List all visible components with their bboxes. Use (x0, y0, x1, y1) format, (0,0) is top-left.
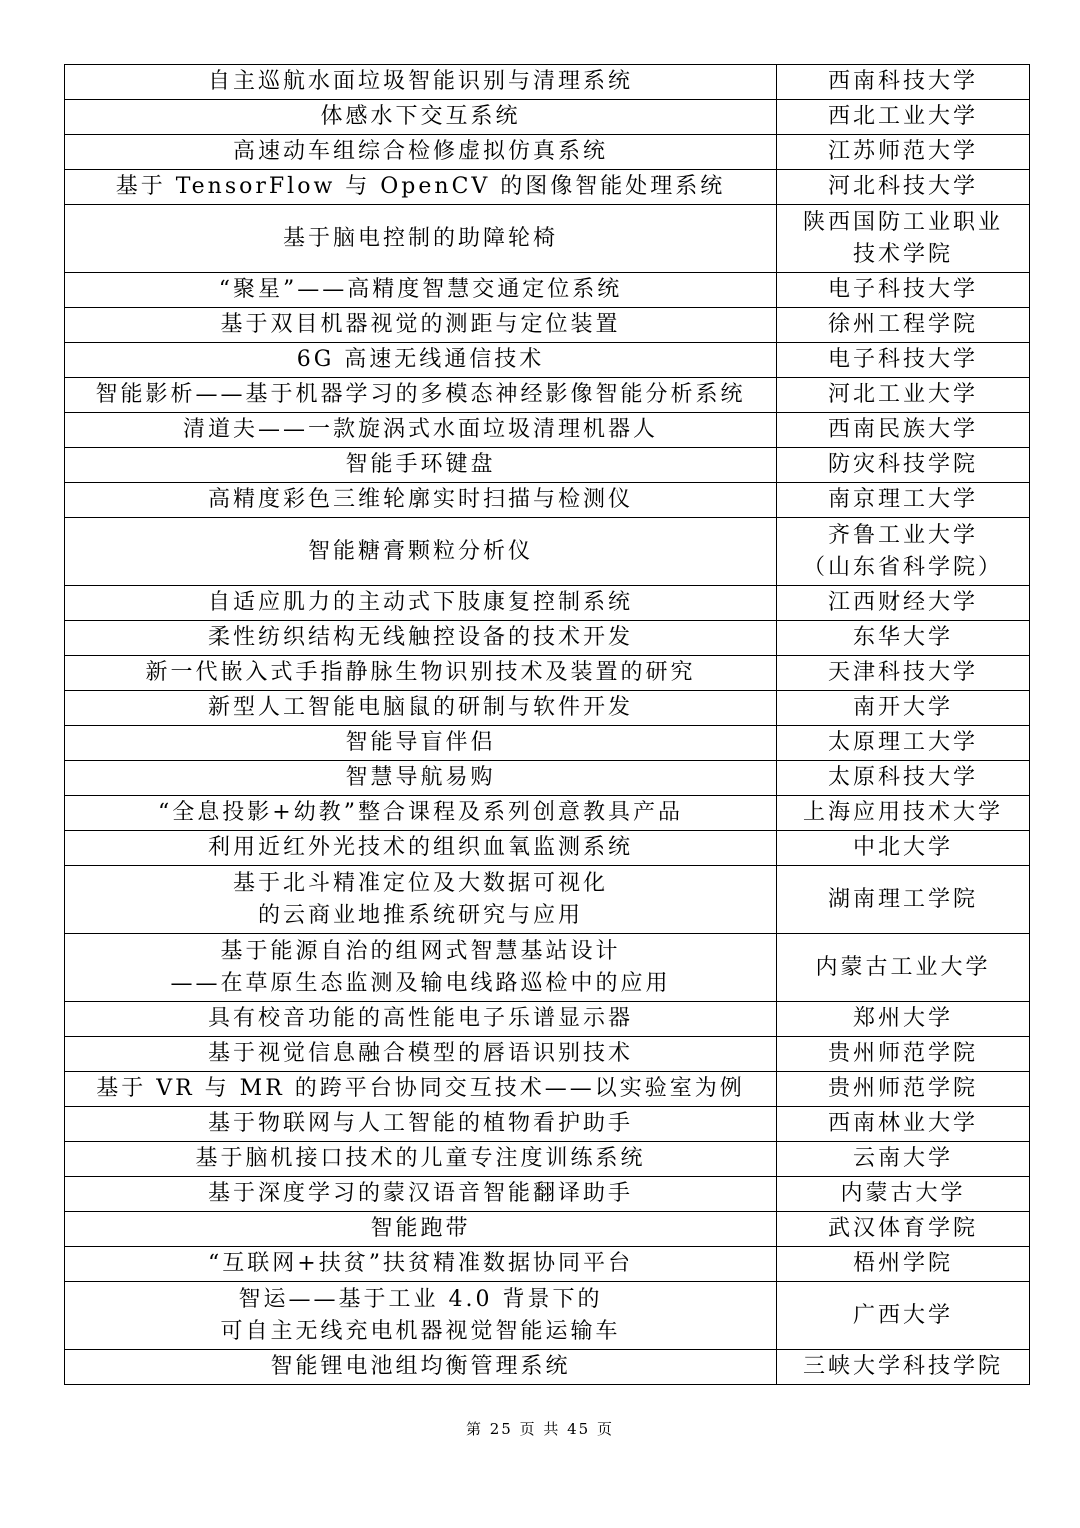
project-name-cell (65, 1142, 777, 1177)
university-cell (777, 691, 1030, 726)
project-name-line: 智能手环键盘 (345, 452, 496, 477)
project-name-line: 基于北斗精准定位及大数据可视化 (232, 870, 608, 896)
project-name-cell (65, 1002, 777, 1037)
project-name-cell (65, 205, 777, 273)
university-name-line: 郑州大学 (852, 1006, 953, 1031)
award-table-body (65, 65, 1030, 1385)
project-name-cell (65, 761, 777, 796)
university-cell (777, 518, 1030, 586)
university-cell (777, 1177, 1030, 1212)
university-cell (777, 1282, 1030, 1350)
project-name-cell (65, 135, 777, 170)
table-row (65, 518, 1030, 586)
project-name-cell (65, 65, 777, 100)
university-cell (777, 1142, 1030, 1177)
university-name-line: 西南科技大学 (827, 69, 978, 94)
university-name-line: 梧州学院 (852, 1251, 953, 1276)
project-name-line: 智能锂电池组均衡管理系统 (270, 1354, 571, 1379)
project-name-cell (65, 1212, 777, 1247)
project-name-line: 清道夫——一款旋涡式水面垃圾清理机器人 (182, 417, 658, 442)
project-name-cell (65, 726, 777, 761)
project-name-cell (65, 691, 777, 726)
university-name-line: 徐州工程学院 (827, 312, 978, 337)
project-name-cell (65, 483, 777, 518)
university-name-line: 内蒙古工业大学 (815, 954, 991, 980)
university-cell (777, 1212, 1030, 1247)
table-row (65, 1002, 1030, 1037)
project-name-cell (65, 866, 777, 934)
table-row (65, 934, 1030, 1002)
project-name-cell (65, 1177, 777, 1212)
table-row (65, 1247, 1030, 1282)
university-name-line: 湖南理工学院 (827, 886, 978, 912)
university-name-line: 江西财经大学 (827, 590, 978, 615)
project-name-cell (65, 100, 777, 135)
university-name-line: 贵州师范学院 (827, 1041, 978, 1066)
project-name-line: 智能跑带 (370, 1216, 471, 1241)
university-name-line: 陕西国防工业职业 (802, 209, 1003, 235)
university-name-line: 南开大学 (852, 695, 953, 720)
university-name-line: 广西大学 (852, 1302, 953, 1328)
project-name-cell (65, 1350, 777, 1385)
project-name-line: 基于 TensorFlow 与 OpenCV 的图像智能处理系统 (115, 174, 726, 199)
university-name-line: 防灾科技学院 (827, 452, 978, 477)
project-name-line: 新型人工智能电脑鼠的研制与软件开发 (207, 695, 633, 720)
table-row (65, 1072, 1030, 1107)
table-row (65, 205, 1030, 273)
university-name-line: 江苏师范大学 (827, 139, 978, 164)
university-cell (777, 1350, 1030, 1385)
project-name-line: 基于脑电控制的助障轮椅 (282, 225, 558, 251)
project-name-line: 可自主无线充电机器视觉智能运输车 (220, 1318, 621, 1344)
table-row (65, 1107, 1030, 1142)
project-name-cell (65, 831, 777, 866)
university-name-line: 上海应用技术大学 (802, 800, 1003, 825)
university-name-line: 齐鲁工业大学 (827, 522, 978, 548)
university-cell (777, 343, 1030, 378)
university-name-line: 太原科技大学 (827, 765, 978, 790)
project-name-line: 智运——基于工业 4.0 背景下的 (238, 1286, 603, 1312)
table-row (65, 308, 1030, 343)
university-cell (777, 586, 1030, 621)
project-name-line: 自适应肌力的主动式下肢康复控制系统 (207, 590, 633, 615)
university-cell (777, 1107, 1030, 1142)
university-name-line: 三峡大学科技学院 (802, 1354, 1003, 1379)
university-cell (777, 170, 1030, 205)
table-row (65, 691, 1030, 726)
university-cell (777, 308, 1030, 343)
table-row (65, 1212, 1030, 1247)
table-row (65, 831, 1030, 866)
university-cell (777, 378, 1030, 413)
university-name-line: 东华大学 (852, 625, 953, 650)
project-name-line: 具有校音功能的高性能电子乐谱显示器 (207, 1006, 633, 1031)
table-row (65, 343, 1030, 378)
university-name-line: 云南大学 (852, 1146, 953, 1171)
table-row (65, 586, 1030, 621)
university-cell (777, 100, 1030, 135)
university-cell (777, 483, 1030, 518)
university-cell (777, 135, 1030, 170)
project-name-line: “聚星”——高精度智慧交通定位系统 (218, 277, 623, 302)
university-cell (777, 1247, 1030, 1282)
table-row (65, 621, 1030, 656)
university-name-line: （山东省科学院） (802, 554, 1003, 580)
project-name-cell (65, 378, 777, 413)
project-name-line: 高速动车组综合检修虚拟仿真系统 (232, 139, 608, 164)
university-name-line: 西北工业大学 (827, 104, 978, 129)
university-cell (777, 934, 1030, 1002)
university-name-line: 技术学院 (852, 241, 953, 267)
table-row (65, 448, 1030, 483)
university-name-line: 西南民族大学 (827, 417, 978, 442)
university-cell (777, 656, 1030, 691)
project-name-cell (65, 1107, 777, 1142)
project-name-cell (65, 656, 777, 691)
university-name-line: 贵州师范学院 (827, 1076, 978, 1101)
project-name-cell (65, 586, 777, 621)
university-name-line: 中北大学 (852, 835, 953, 860)
university-name-line: 河北工业大学 (827, 382, 978, 407)
university-name-line: 电子科技大学 (827, 347, 978, 372)
university-cell (777, 621, 1030, 656)
table-row (65, 726, 1030, 761)
project-name-line: 基于能源自治的组网式智慧基站设计 (220, 938, 621, 964)
table-row (65, 796, 1030, 831)
project-name-line: 基于 VR 与 MR 的跨平台协同交互技术——以实验室为例 (96, 1076, 745, 1101)
university-cell (777, 448, 1030, 483)
university-name-line: 太原理工大学 (827, 730, 978, 755)
table-row (65, 1037, 1030, 1072)
table-row (65, 1177, 1030, 1212)
project-name-line: 的云商业地推系统研究与应用 (257, 902, 583, 928)
university-cell (777, 761, 1030, 796)
university-cell (777, 726, 1030, 761)
table-row (65, 656, 1030, 691)
project-name-line: 新一代嵌入式手指静脉生物识别技术及装置的研究 (145, 660, 696, 685)
university-name-line: 天津科技大学 (827, 660, 978, 685)
project-name-line: 高精度彩色三维轮廓实时扫描与检测仪 (207, 487, 633, 512)
table-row (65, 273, 1030, 308)
table-row (65, 761, 1030, 796)
university-name-line: 电子科技大学 (827, 277, 978, 302)
university-name-line: 河北科技大学 (827, 174, 978, 199)
university-cell (777, 205, 1030, 273)
project-name-line: 基于深度学习的蒙汉语音智能翻译助手 (207, 1181, 633, 1206)
project-name-cell (65, 796, 777, 831)
university-cell (777, 831, 1030, 866)
project-name-line: 自主巡航水面垃圾智能识别与清理系统 (207, 69, 633, 94)
project-name-cell (65, 1247, 777, 1282)
table-row (65, 413, 1030, 448)
project-name-line: ——在草原生态监测及输电线路巡检中的应用 (170, 970, 671, 996)
university-cell (777, 1002, 1030, 1037)
table-row (65, 483, 1030, 518)
table-row (65, 135, 1030, 170)
table-row (65, 866, 1030, 934)
project-name-line: 6G 高速无线通信技术 (296, 347, 545, 372)
university-cell (777, 1037, 1030, 1072)
project-name-line: “全息投影+幼教”整合课程及系列创意教具产品 (158, 800, 683, 825)
table-row (65, 378, 1030, 413)
university-name-line: 内蒙古大学 (840, 1181, 966, 1206)
project-name-cell (65, 1037, 777, 1072)
table-row (65, 1142, 1030, 1177)
project-name-cell (65, 170, 777, 205)
project-name-cell (65, 621, 777, 656)
table-row (65, 1350, 1030, 1385)
project-name-line: 基于物联网与人工智能的植物看护助手 (207, 1111, 633, 1136)
project-name-cell (65, 413, 777, 448)
project-name-line: 基于脑机接口技术的儿童专注度训练系统 (195, 1146, 646, 1171)
university-name-line: 武汉体育学院 (827, 1216, 978, 1241)
project-name-cell (65, 273, 777, 308)
project-name-line: 基于双目机器视觉的测距与定位装置 (220, 312, 621, 337)
project-name-line: 体感水下交互系统 (320, 104, 521, 129)
project-name-line: 柔性纺织结构无线触控设备的技术开发 (207, 625, 633, 650)
project-name-line: 智慧导航易购 (345, 765, 496, 790)
university-cell (777, 273, 1030, 308)
project-name-line: 智能导盲伴侣 (345, 730, 496, 755)
project-name-line: 智能糖膏颗粒分析仪 (307, 538, 533, 564)
university-cell (777, 796, 1030, 831)
project-name-cell (65, 308, 777, 343)
project-name-line: 利用近红外光技术的组织血氧监测系统 (207, 835, 633, 860)
table-row (65, 65, 1030, 100)
project-name-line: “互联网+扶贫”扶贫精准数据协同平台 (208, 1251, 633, 1276)
project-name-cell (65, 934, 777, 1002)
university-cell (777, 1072, 1030, 1107)
university-name-line: 南京理工大学 (827, 487, 978, 512)
table-row (65, 1282, 1030, 1350)
project-name-cell (65, 1282, 777, 1350)
university-cell (777, 413, 1030, 448)
university-cell (777, 65, 1030, 100)
table-row (65, 100, 1030, 135)
project-name-cell (65, 448, 777, 483)
table-row (65, 170, 1030, 205)
project-name-line: 基于视觉信息融合模型的唇语识别技术 (207, 1041, 633, 1066)
award-table (64, 64, 1030, 1385)
university-cell (777, 866, 1030, 934)
university-name-line: 西南林业大学 (827, 1111, 978, 1136)
project-name-cell (65, 343, 777, 378)
page-footer: 第 25 页 共 45 页 (465, 1420, 614, 1438)
project-name-cell (65, 1072, 777, 1107)
project-name-cell (65, 518, 777, 586)
project-name-line: 智能影析——基于机器学习的多模态神经影像智能分析系统 (95, 382, 746, 407)
